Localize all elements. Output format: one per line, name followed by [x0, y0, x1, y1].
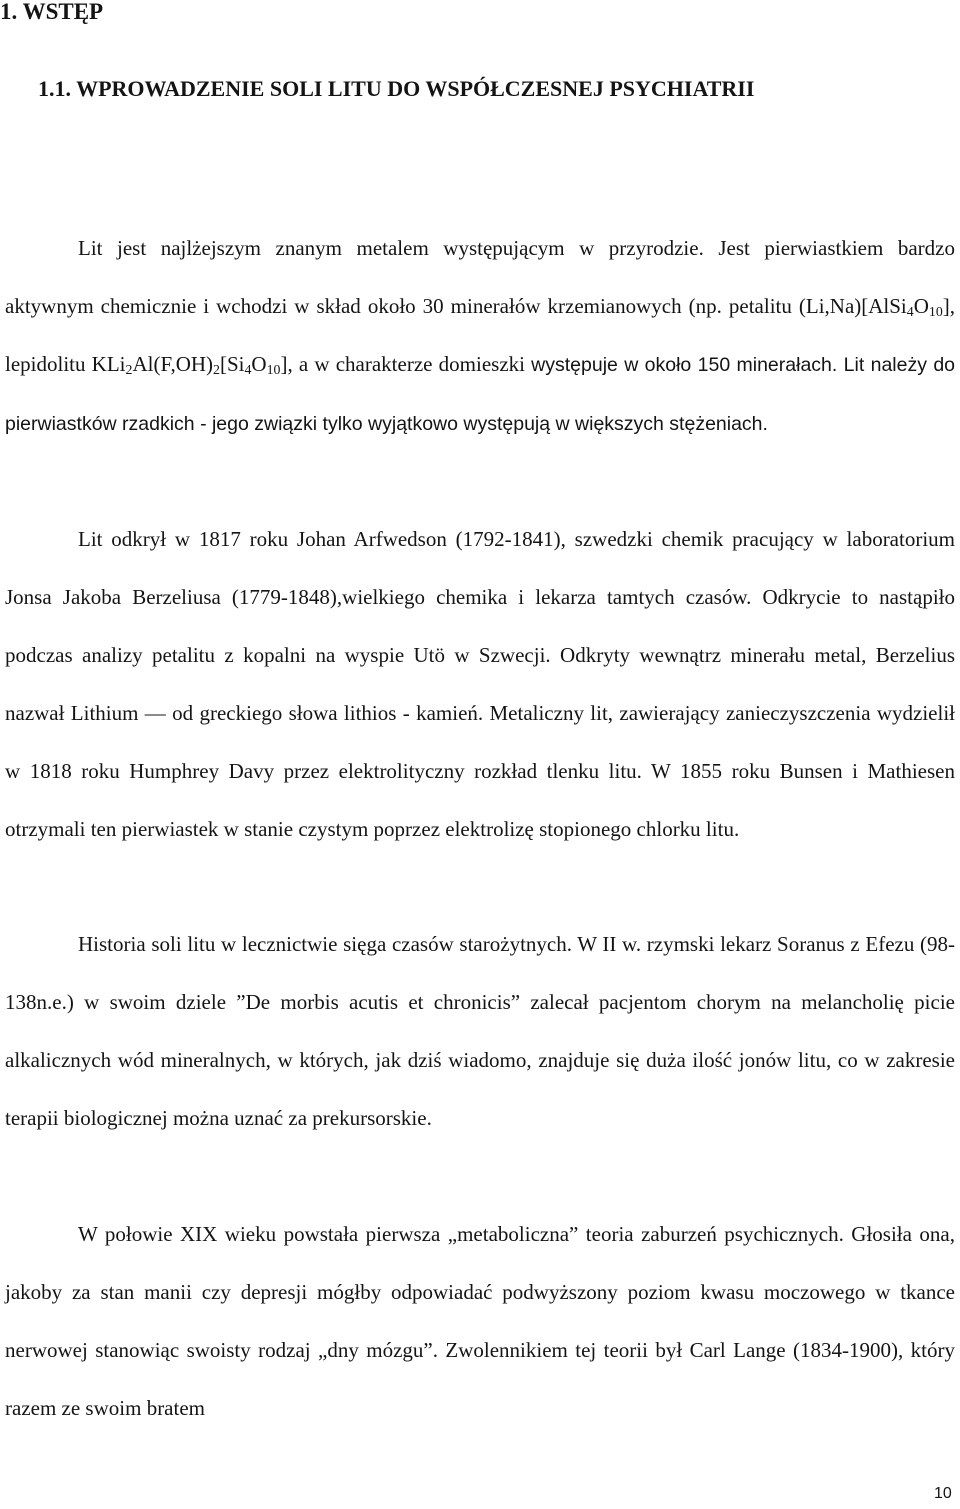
paragraph-metabolic-theory: W połowie XIX wieku powstała pierwsza „metaboliczna” teoria zaburzeń psychicznych. Głosiła ona, jakoby za stan manii czy depresji mógłby odpowiadać podwyższony poziom kwasu moczowego w tkance nerwowej stanowiąc swoisty rodzaj „dny mózgu”. Zwolennikiem tej teorii był Carl Lange (1834-1900), który razem ze swoim bratem	[5, 1222, 955, 1420]
subscript: 2	[125, 362, 133, 378]
page-number: 10	[934, 1485, 952, 1502]
subscript: 10	[266, 362, 281, 378]
paragraph-text: występuje w około 150 minerałach. Lit należy do pierwiastków rzadkich - jego związki tylko wyjątkowo występują w większych stężeniach.	[5, 354, 956, 435]
section-heading: 1.1. WPROWADZENIE SOLI LITU DO WSPÓŁCZESNEJ PSYCHIATRII	[38, 76, 755, 101]
paragraph-text: ], lepidolitu KLi	[5, 294, 955, 376]
paragraph-text: [Si	[219, 352, 245, 376]
paragraph-text: Lit jest najlżejszym znanym metalem występującym w przyrodzie. Jest pierwiastkiem bardzo aktywnym chemicznie i wchodzi w skład około 30 minerałów krzemianowych (np. petalitu (Li,Na)[AlSi	[5, 236, 955, 318]
paragraph-text: Al(F,OH)	[132, 352, 214, 376]
subscript: 10	[928, 304, 943, 320]
paragraph-discovery: Lit odkrył w 1817 roku Johan Arfwedson (1792-1841), szwedzki chemik pracujący w laboratorium Jonsa Jakoba Berzeliusa (1779-1848),wielkiego chemika i lekarza tamtych czasów. Odkrycie to nastąpiło podczas analizy petalitu z kopalni na wyspie Utö w Szwecji. Odkryty wewnątrz minerału metal, Berzelius nazwał Lithium ― od greckiego słowa lithios - kamień. Metaliczny lit, zawierający zanieczyszczenia wydzielił w 1818 roku Humphrey Davy przez elektrolityczny rozkład tlenku litu. W 1855 roku Bunsen i Mathiesen otrzymali ten pierwiastek w stanie czystym poprzez elektrolizę stopionego chlorku litu.	[5, 527, 955, 841]
subscript: 4	[906, 304, 914, 320]
paragraph-lithium-intro	[5, 219, 955, 453]
subscript: 4	[244, 362, 252, 378]
subscript: 2	[213, 362, 220, 378]
paragraph-text: O	[251, 352, 267, 376]
paragraph-text: O	[913, 294, 929, 318]
paragraph-text: ], a w charakterze domieszki	[280, 352, 525, 376]
chapter-heading: 1. WSTĘP	[0, 0, 104, 24]
paragraph-history: Historia soli litu w lecznictwie sięga czasów starożytnych. W II w. rzymski lekarz Soranus z Efezu (98-138n.e.) w swoim dziele ”De morbis acutis et chronicis” zalecał pacjentom chorym na melancholię picie alkalicznych wód mineralnych, w których, jak dziś wiadomo, znajduje się duża ilość jonów litu, co w zakresie terapii biologicznej można uznać za prekursorskie.	[5, 932, 955, 1130]
